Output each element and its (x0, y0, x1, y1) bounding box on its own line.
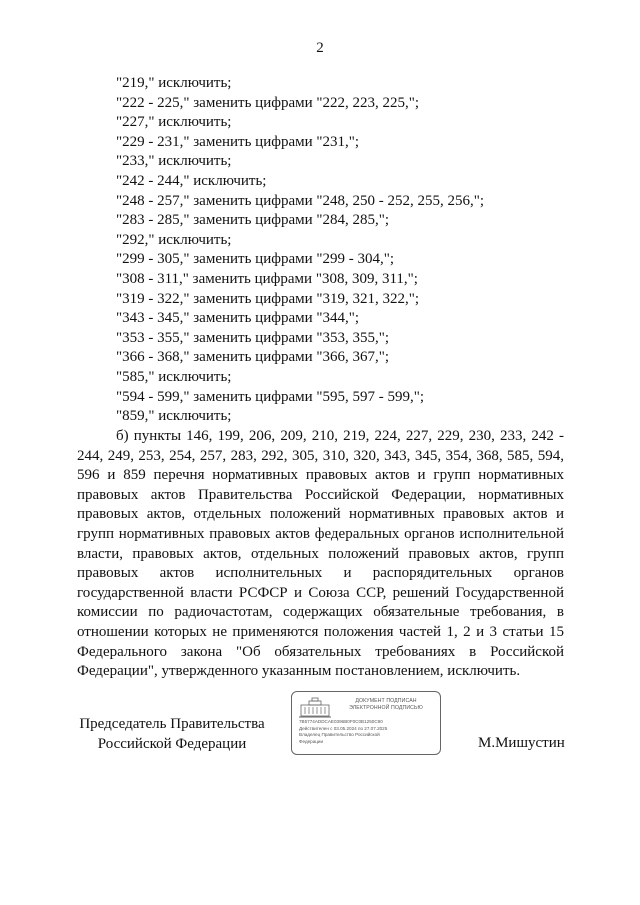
amendment-line: "248 - 257," заменить цифрами "248, 250 - 252, 255, 256,"; (116, 192, 485, 209)
amendment-line: "353 - 355," заменить цифрами "353, 355,"; (116, 329, 390, 346)
stamp-owner-line: Федерации (299, 738, 324, 744)
amendment-line: "299 - 305," заменить цифрами "299 - 304,"; (116, 251, 395, 268)
amendment-line: "594 - 599," заменить цифрами "595, 597 - 599,"; (116, 388, 425, 405)
stamp-serial: 7B5774ADDCAE0396B0F0C0B1250C90 (299, 719, 383, 724)
government-building-icon (298, 697, 332, 719)
stamp-heading (334, 698, 438, 712)
amendment-line: "308 - 311," заменить цифрами "308, 309, 311,"; (116, 270, 418, 287)
stamp-details (299, 719, 437, 745)
amendment-list (116, 74, 484, 427)
amendment-line: "366 - 368," заменить цифрами "366, 367,"; (116, 349, 390, 366)
signer-title (77, 715, 267, 754)
stamp-heading-line: ЭЛЕКТРОННОЙ ПОДПИСЬЮ (349, 705, 423, 711)
amendment-line: "219," исключить; (116, 75, 232, 91)
amendment-line: "292," исключить; (116, 231, 232, 248)
stamp-heading-line: ДОКУМЕНТ ПОДПИСАН (355, 698, 417, 704)
signer-title-line: Председатель Правительства (79, 716, 265, 732)
amendment-line: "859," исключить; (116, 408, 232, 425)
amendment-line: "283 - 285," заменить цифрами "284, 285,"; (116, 212, 390, 229)
amendment-line: "242 - 244," исключить; (116, 172, 267, 189)
signer-name: М.Мишустин (478, 735, 565, 751)
amendment-line: "227," исключить; (116, 114, 232, 131)
signer-title-line: Российской Федерации (97, 735, 247, 752)
amendment-line: "343 - 345," заменить цифрами "344,"; (116, 310, 360, 327)
amendment-line: "229 - 231," заменить цифрами "231,"; (116, 133, 360, 150)
stamp-validity: Действителен с 03.05.2024 по 27.07.2025 (299, 725, 388, 731)
paragraph-b: б) пункты 146, 199, 206, 209, 210, 219, 224, 227, 229, 230, 233, 242 - 244, 249, 253, 254, 257, 283, 292, 305, 310, 320, 343, 345, 354, 368, 585, 594, 596 и 859 перечня нормативных правовых актов и групп нормативных правовых актов Правительства Российской Федерации, нормативных правовых актов, отдельных положений нормативных правовых актов и групп нормативных правовых актов федеральных органов исполнительной власти, правовых актов, отдельных положений правовых актов, групп правовых актов исполнительных и распорядительных органов государственной власти РСФСР и Союза ССР, решений Государственной комиссии по радиочастотам, содержащих обязательные требования, в отношении которых не применяются положения частей 1, 2 и 3 статьи 15 Федерального закона "Об обязательных требованиях в Российской Федерации", утвержденного указанным постановлением, исключить. (77, 428, 564, 680)
electronic-signature-stamp (291, 691, 441, 755)
amendment-line: "233," исключить; (116, 153, 232, 170)
amendment-line: "585," исключить; (116, 368, 232, 385)
page-number: 2 (316, 40, 324, 56)
amendment-line: "319 - 322," заменить цифрами "319, 321, 322,"; (116, 290, 420, 307)
stamp-owner-line: Владелец Правительство Российской (299, 732, 380, 738)
amendment-line: "222 - 225," заменить цифрами "222, 223, 225,"; (116, 94, 420, 111)
